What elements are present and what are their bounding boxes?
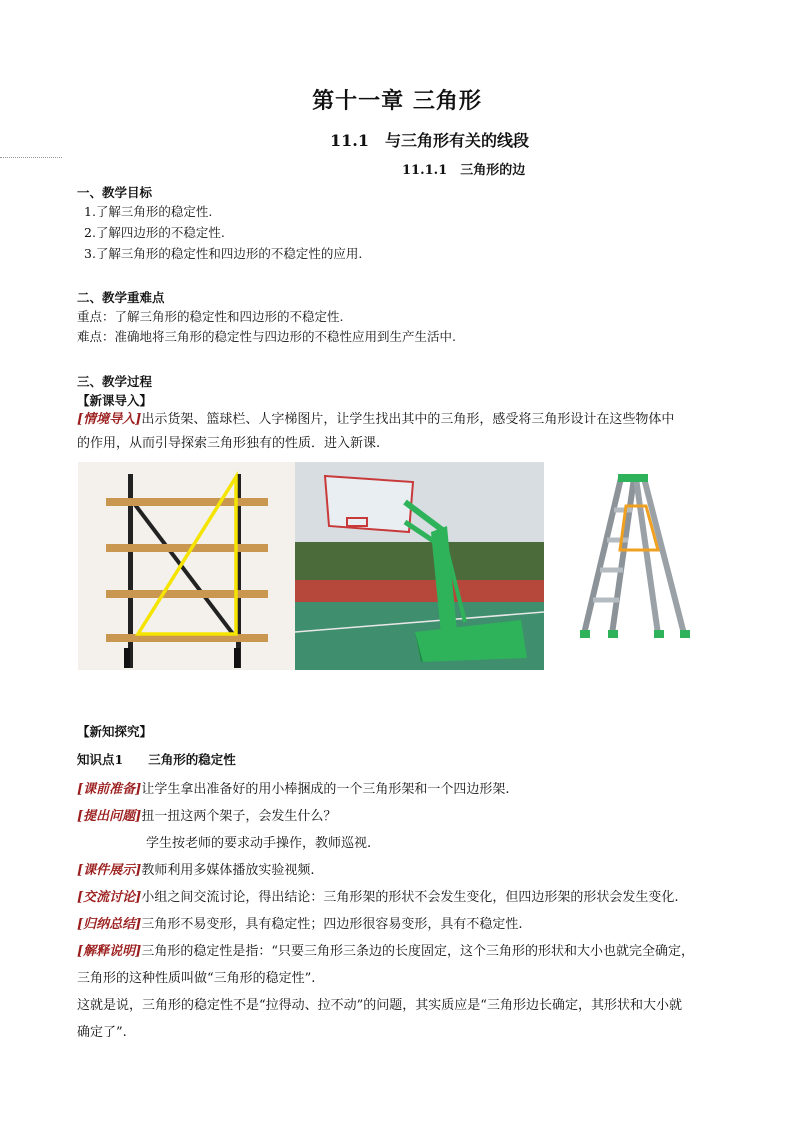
- item-text: 教师利用多媒体播放实验视频.: [141, 863, 315, 878]
- item-tag: [归纳总结]: [77, 917, 142, 932]
- step-ladder-photo: [576, 472, 692, 642]
- key-points-heading: 二、教学重难点: [77, 290, 165, 305]
- item-tag: [交流讨论]: [77, 890, 142, 905]
- intro-heading: 【新课导入】: [77, 393, 153, 408]
- margin-dotted-line: [0, 157, 62, 158]
- intro-paragraph: [77, 410, 674, 430]
- subsection-title: 11.1.1 三角形的边: [402, 163, 526, 178]
- intro-text-line2: 的作用，从而引导探索三角形独有的性质．进入新课.: [77, 436, 381, 451]
- list-item: [146, 832, 371, 851]
- objective-item: 2.了解四边形的不稳定性.: [84, 225, 225, 240]
- item-text: 扭一扭这两个架子，会发生什么？: [141, 809, 337, 824]
- item-text: 让学生拿出准备好的用小棒捆成的一个三角形架和一个四边形架.: [141, 782, 510, 797]
- list-item: [77, 778, 509, 797]
- item-tag: [提出问题]: [77, 809, 142, 824]
- process-heading: 三、教学过程: [77, 374, 153, 389]
- continued-text: 三角形的这种性质叫做“三角形的稳定性”.: [77, 971, 316, 986]
- knowledge-point-title: 知识点1 三角形的稳定性: [77, 752, 236, 767]
- item-tag: [课前准备]: [77, 782, 142, 797]
- key-point-difficulty: 难点：准确地将三角形的稳定性与四边形的不稳性应用到生产生活中.: [77, 329, 456, 344]
- item-text: 三角形不易变形，具有稳定性；四边形很容易变形，具有不稳定性.: [141, 917, 523, 932]
- item-text: 小组之间交流讨论，得出结论：三角形架的形状不会发生变化，但四边形架的形状会发生变化.: [141, 890, 679, 905]
- item-tag: [课件展示]: [77, 863, 142, 878]
- item-tag: [解释说明]: [77, 944, 142, 959]
- objective-item: 1.了解三角形的稳定性.: [84, 204, 213, 219]
- list-item: [77, 805, 336, 824]
- paragraph-line: 这就是说，三角形的稳定性不是“拉得动、拉不动”的问题，其实质应是“三角形边长确定，其形状和大小就: [77, 998, 682, 1013]
- intro-tag: [情境导入]: [77, 412, 142, 427]
- section-title: 11.1 与三角形有关的线段: [330, 131, 529, 150]
- objectives-heading: 一、教学目标: [77, 185, 153, 200]
- list-item: [77, 940, 694, 959]
- basketball-hoop-photo: [295, 462, 544, 670]
- list-item: [77, 886, 678, 905]
- objective-item: 3.了解三角形的稳定性和四边形的不稳定性的应用.: [84, 246, 363, 261]
- list-item: [77, 859, 314, 878]
- chapter-title: 第十一章 三角形: [312, 88, 482, 114]
- shelf-photo: [78, 462, 295, 670]
- explore-heading: 【新知探究】: [77, 724, 153, 739]
- item-text: 三角形的稳定性是指：“只要三角形三条边的长度固定，这个三角形的形状和大小也就完全确定，: [141, 944, 694, 959]
- intro-text: 出示货架、篮球栏、人字梯图片，让学生找出其中的三角形，感受将三角形设计在这些物体中: [141, 412, 675, 427]
- paragraph-line: 确定了”.: [77, 1025, 127, 1040]
- key-point-focus: 重点：了解三角形的稳定性和四边形的不稳定性.: [77, 309, 344, 324]
- item-text: 学生按老师的要求动手操作，教师巡视.: [146, 836, 372, 851]
- list-item: [77, 913, 522, 932]
